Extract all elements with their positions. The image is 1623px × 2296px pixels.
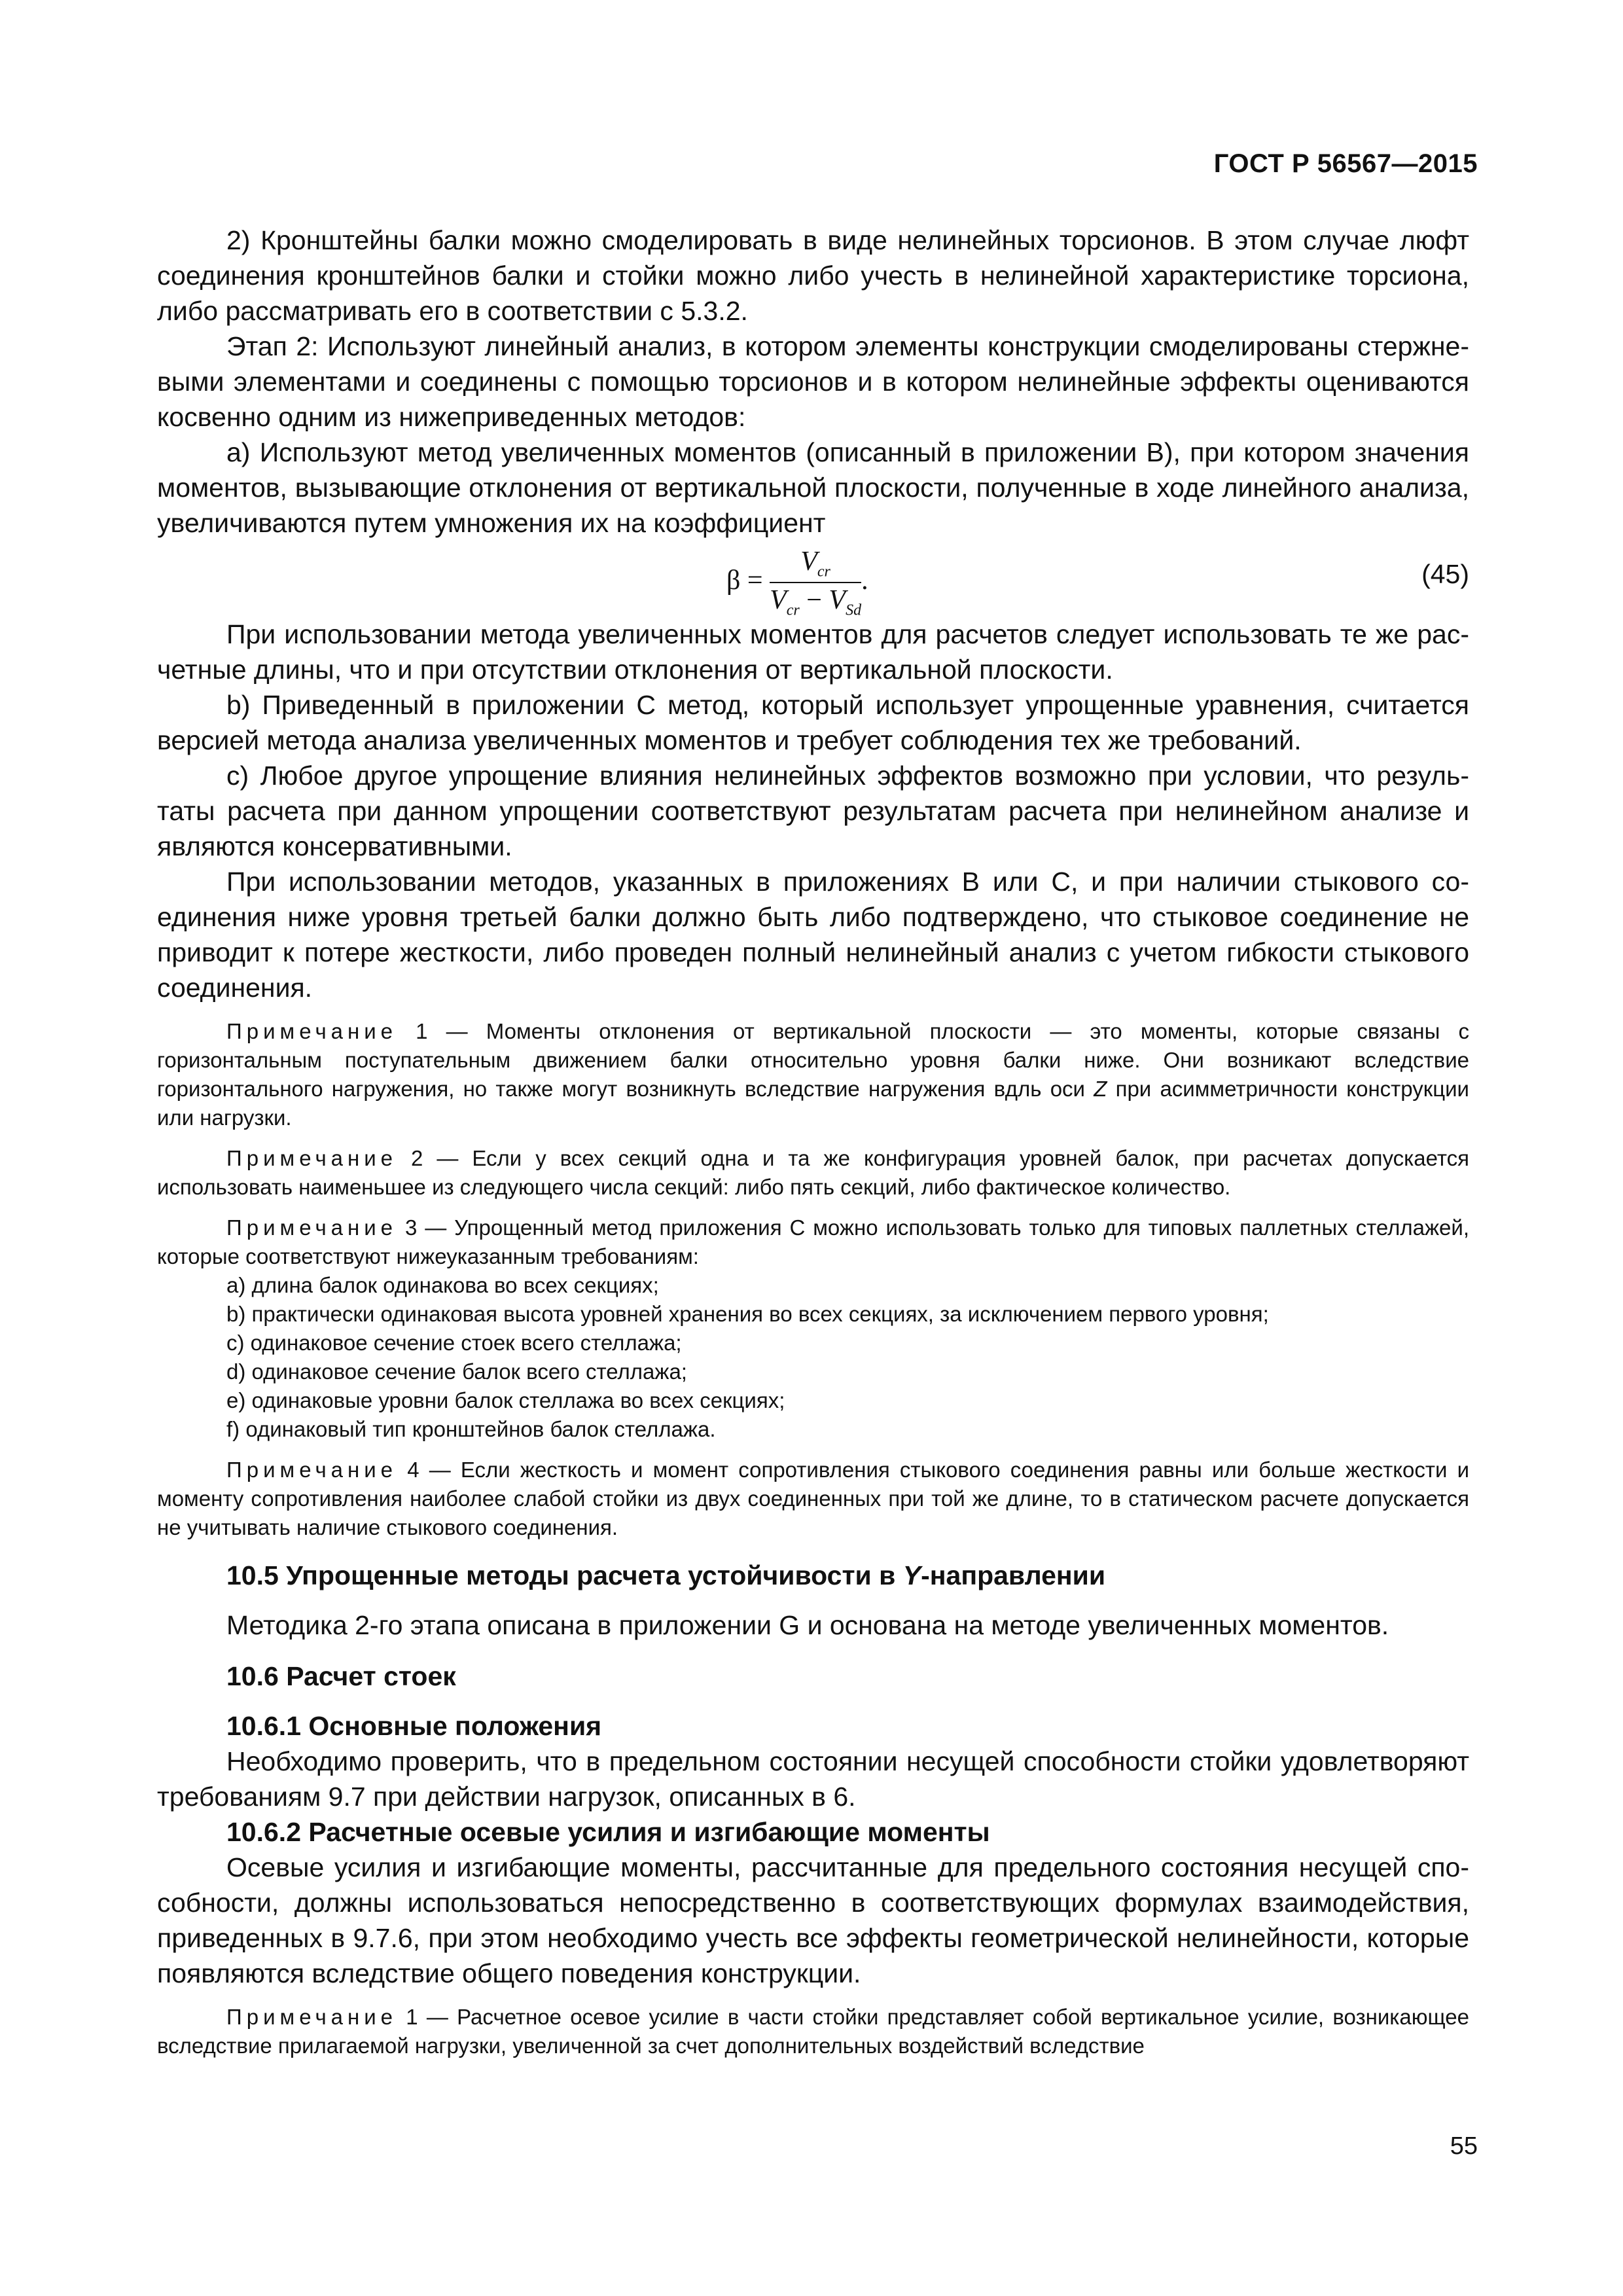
section-heading-10-6: 10.6 Расчет стоек (226, 1661, 456, 1691)
note-label: Примечание (226, 2005, 398, 2029)
note-1: Примечание 1 — Моменты отклонения от вертикальной плоскости — это моменты, которые связаны с горизонтальным поступательным движением балки относительно уровня балки ниже. Они возникают вследствие горизонтального нагружения, но также могут возникнуть вследствие нагружения вдль оси Z при асимметричности конструкции или нагрузки. (157, 1019, 1469, 1130)
list-item: b) практически одинаковая высота уровней хранения во всех секциях, за исключением первого уровня; (226, 1302, 1269, 1326)
paragraph: При использовании методов, указанных в приложениях В или С, и при наличии стыкового соединения ниже уровня третьей балки должно быть либо подтверждено, что стыковое соединение не приводит к потере жесткости, либо проведен полный нелинейный анализ с учетом гибкости стыкового соединения. (157, 867, 1469, 1003)
formula-expression (726, 546, 868, 620)
formula-denominator: $V_{cr} - V_{Sd}$ (770, 585, 862, 619)
paragraph: Этап 2: Используют линейный анализ, в котором элементы конструкции смоделированы стержневыми элементами и соединены с помощью торсионов и в котором нелинейные эффекты оцениваются косвенно одним из нижеприведенных методов: (157, 331, 1469, 432)
note-label: Примечание (226, 1019, 398, 1043)
formula-45 (157, 541, 1469, 617)
section-heading-10-5: 10.5 Упрощенные методы расчета устойчивости в Y-направлении (226, 1560, 1106, 1590)
formula-lhs: β = (726, 565, 763, 596)
note-3: Примечание 3 — Упрощенный метод приложения С можно использовать только для типовых паллетных стеллажей, которые соответствуют нижеуказанным требованиям: (157, 1215, 1469, 1268)
formula-end: . (861, 565, 868, 596)
list-item: d) одинаковое сечение балок всего стеллажа; (226, 1359, 687, 1384)
subsection-heading-10-6-2: 10.6.2 Расчетные осевые усилия и изгибающие моменты (226, 1817, 990, 1847)
subsection-heading-10-6-1: 10.6.1 Основные положения (226, 1711, 602, 1741)
paragraph: При использовании метода увеличенных моментов для расчетов следует использовать те же расчетные длины, что и при отсутствии отклонения от вертикальной плоскости. (157, 619, 1469, 685)
page-number: 55 (1450, 2132, 1478, 2160)
list-item: a) длина балок одинакова во всех секциях; (226, 1273, 659, 1297)
paragraph: b) Приведенный в приложении С метод, который использует упрощенные уравнения, считается версией метода анализа увеличенных моментов и требует соблюдения тех же требований. (157, 690, 1469, 755)
note-label: Примечание (226, 1146, 398, 1170)
list-item: e) одинаковые уровни балок стеллажа во всех секциях; (226, 1388, 785, 1412)
standard-header: ГОСТ Р 56567—2015 (1213, 149, 1478, 178)
note-2: Примечание 2 — Если у всех секций одна и та же конфигурация уровней балок, при расчетах допускается использовать наименьшее из следующего числа секций: либо пять секций, либо фактическое количество. (157, 1146, 1469, 1199)
formula-numerator: $V_{cr}$ (770, 546, 861, 583)
note-10-6-2-1: Примечание 1 — Расчетное осевое усилие в части стойки представляет собой вертикальное усилие, возникающее вследствие прилагаемой нагрузки, увеличенной за счет дополнительных воздействий вследствие (157, 2005, 1470, 2058)
note-4: Примечание 4 — Если жесткость и момент сопротивления стыкового соединения равны или больше жесткости и моменту сопротивления наиболее слабой стойки из двух соединенных при той же длине, то в статическом расчете допускается не учитывать наличие стыкового соединения. (157, 1458, 1470, 1539)
paragraph: Необходимо проверить, что в предельном состоянии несущей способности стойки удовлетворяют требованиям 9.7 при действии нагрузок, описанных в 6. (157, 1746, 1469, 1812)
list-item: c) одинаковое сечение стоек всего стеллажа; (226, 1331, 682, 1355)
paragraph: a) Используют метод увеличенных моментов (описанный в приложении В), при котором значения моментов, вызывающие отклонения от вертикальной плоскости, полученные в ходе линейного анализа, увеличиваются путем умножения их на коэффициент (157, 437, 1469, 538)
note-label: Примечание (226, 1215, 398, 1240)
paragraph: Осевые усилия и изгибающие моменты, рассчитанные для предельного состояния несущей способности, должны использоваться непосредственно в соответствующих формулах взаимодействия, приведенных в 9.7.6, при этом необходимо учесть все эффекты геометрической нелинейности, которые появляются вследствие общего поведения конструкции. (157, 1852, 1469, 1988)
list-item: f) одинаковый тип кронштейнов балок стеллажа. (226, 1417, 716, 1441)
paragraph: Методика 2-го этапа описана в приложении G и основана на методе увеличенных моментов. (226, 1610, 1389, 1640)
note-label: Примечание (226, 1458, 398, 1482)
paragraph: 2) Кронштейны балки можно смоделировать в виде нелинейных торсионов. В этом случае люфт соединения кронштейнов балки и стойки можно либо учесть в нелинейной характеристике торсиона, либо рассматривать его в соответствии с 5.3.2. (157, 225, 1469, 326)
formula-fraction (770, 546, 861, 620)
paragraph: c) Любое другое упрощение влияния нелинейных эффектов возможно при условии, что результаты расчета при данном упрощении соответствуют результатам расчета при нелинейном анализе и являются консервативными. (157, 761, 1469, 861)
formula-number: (45) (1421, 559, 1469, 589)
page-body (157, 223, 1469, 2060)
